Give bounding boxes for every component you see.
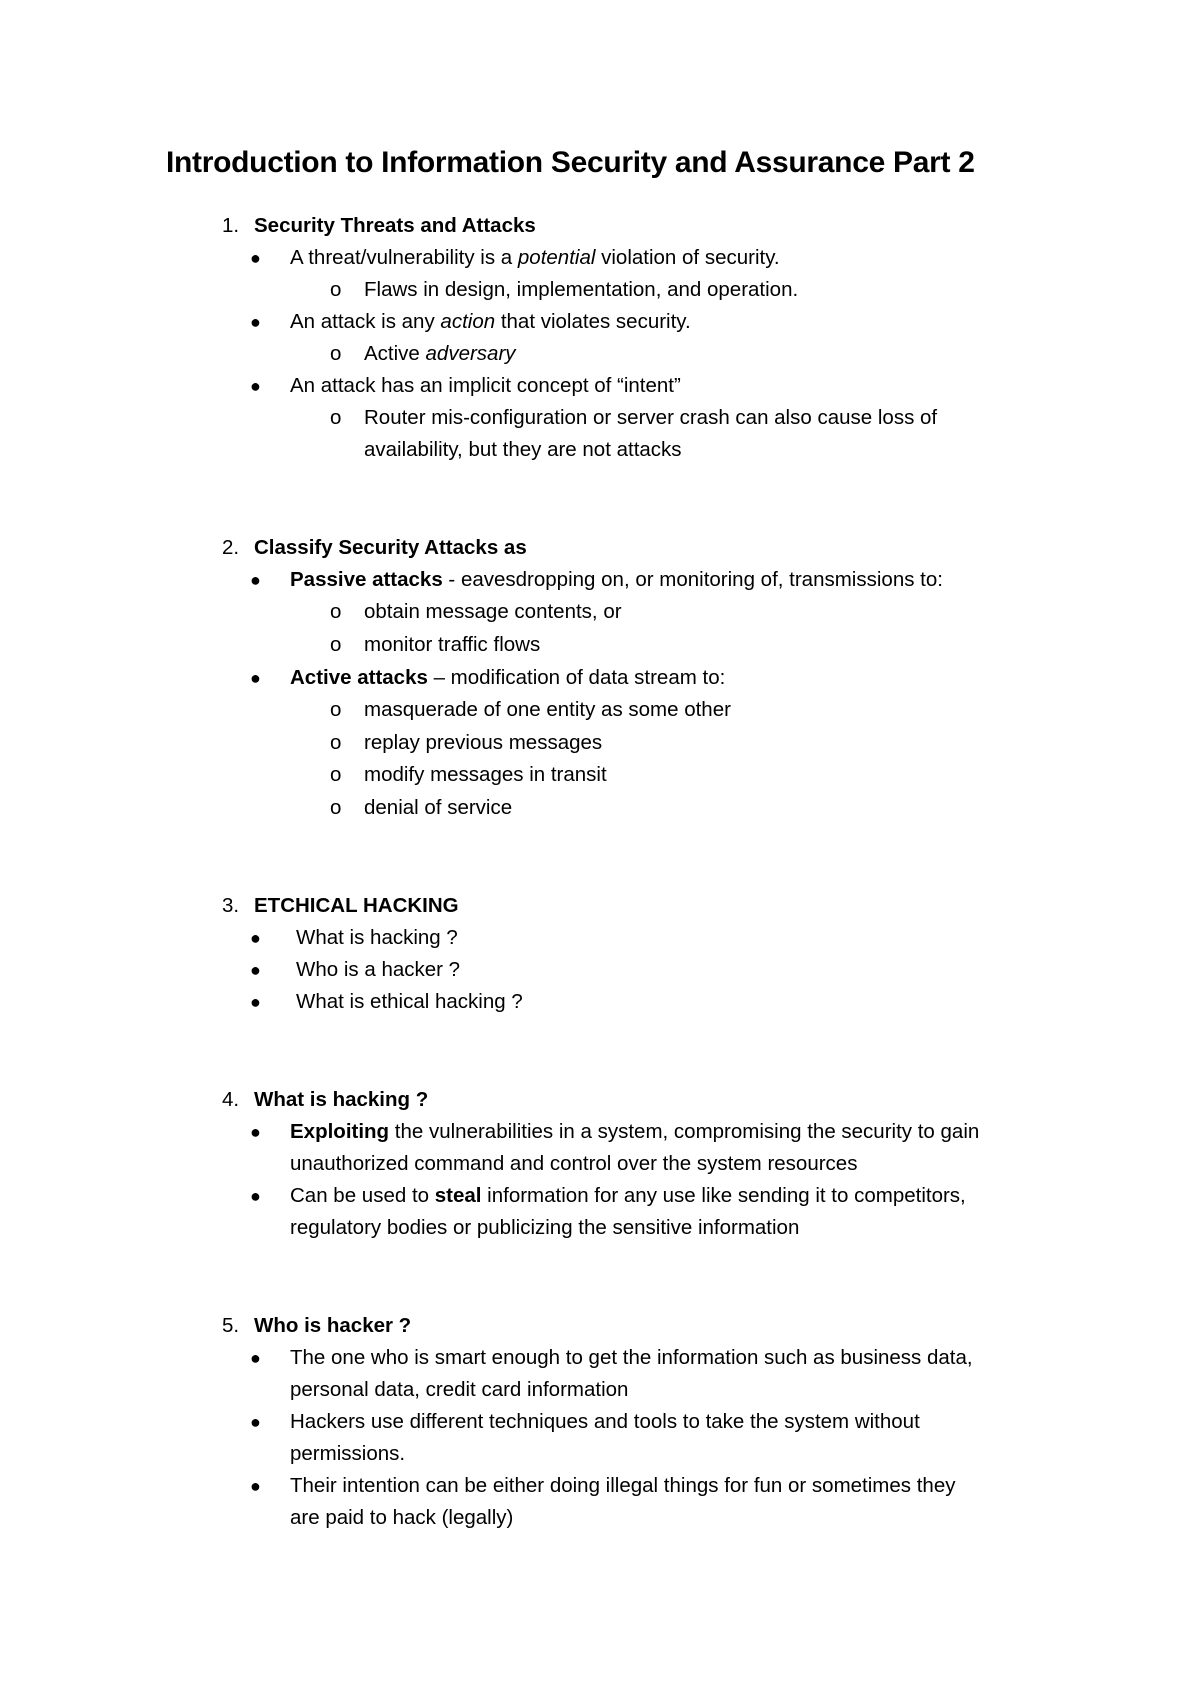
section-heading-text: Security Threats and Attacks xyxy=(254,214,536,237)
circle-bullet-icon: o xyxy=(330,406,342,429)
bullet-icon: ● xyxy=(250,248,261,268)
item-text: are paid to hack (legally) xyxy=(290,1506,514,1529)
bullet-icon: ● xyxy=(250,1412,261,1432)
sub-item-text: denial of service xyxy=(364,796,513,819)
bullet-icon: ● xyxy=(250,1186,261,1206)
section-heading-text: Classify Security Attacks as xyxy=(254,536,527,559)
section-heading-text: ETCHICAL HACKING xyxy=(254,894,459,917)
sub-item-text: masquerade of one entity as some other xyxy=(364,698,731,721)
bullet-icon: ● xyxy=(250,992,261,1012)
item-text: The one who is smart enough to get the information such as business data, xyxy=(290,1346,973,1369)
section-heading-text: What is hacking ? xyxy=(254,1088,429,1111)
item-text: A threat/vulnerability is a xyxy=(290,246,518,269)
section-number: 1. xyxy=(222,214,240,237)
circle-bullet-icon: o xyxy=(330,731,342,754)
circle-bullet-icon: o xyxy=(330,278,342,301)
circle-bullet-icon: o xyxy=(330,633,342,656)
circle-bullet-icon: o xyxy=(330,796,342,819)
item-text: An attack is any xyxy=(290,310,441,333)
item-text: unauthorized command and control over the system resources xyxy=(290,1152,858,1175)
section-number: 4. xyxy=(222,1088,240,1111)
bullet-icon: ● xyxy=(250,1122,261,1142)
item-text: regulatory bodies or publicizing the sensitive information xyxy=(290,1216,800,1239)
sub-item-emphasis: adversary xyxy=(425,342,516,365)
bullet-icon: ● xyxy=(250,1476,261,1496)
item-bold-text: Active attacks xyxy=(290,666,428,689)
item-bold-text: steal xyxy=(434,1184,482,1207)
circle-bullet-icon: o xyxy=(330,342,342,365)
section-number: 5. xyxy=(222,1314,240,1337)
item-text: Who is a hacker ? xyxy=(296,958,461,981)
bullet-icon: ● xyxy=(250,312,261,332)
item-text: information for any use like sending it to competitors, xyxy=(481,1184,966,1207)
section-heading-text: Who is hacker ? xyxy=(254,1314,412,1337)
bullet-icon: ● xyxy=(250,376,261,396)
sub-item-text: Flaws in design, implementation, and operation. xyxy=(364,278,799,301)
item-text: violation of security. xyxy=(595,246,780,269)
circle-bullet-icon: o xyxy=(330,600,342,623)
item-text: – modification of data stream to: xyxy=(427,666,726,689)
item-text: What is ethical hacking ? xyxy=(296,990,523,1013)
item-emphasis: potential xyxy=(517,246,596,269)
bullet-icon: ● xyxy=(250,668,261,688)
bullet-icon: ● xyxy=(250,960,261,980)
item-text: Their intention can be either doing illegal things for fun or sometimes they xyxy=(290,1474,956,1497)
sub-item-text: Active xyxy=(364,342,426,365)
item-text: permissions. xyxy=(290,1442,406,1465)
sub-item-text: modify messages in transit xyxy=(364,763,607,786)
item-text: personal data, credit card information xyxy=(290,1378,629,1401)
circle-bullet-icon: o xyxy=(330,698,342,721)
bullet-icon: ● xyxy=(250,570,261,590)
document-title: Introduction to Information Security and Assurance Part 2 xyxy=(166,146,975,179)
item-text: - eavesdropping on, or monitoring of, transmissions to: xyxy=(442,568,943,591)
sub-item-text: availability, but they are not attacks xyxy=(364,438,682,461)
item-emphasis: action xyxy=(440,310,496,333)
item-text: the vulnerabilities in a system, compromising the security to gain xyxy=(389,1120,980,1143)
sub-item-text: obtain message contents, or xyxy=(364,600,622,623)
item-text: Hackers use different techniques and tools to take the system without xyxy=(290,1410,920,1433)
item-text: that violates security. xyxy=(495,310,691,333)
bullet-icon: ● xyxy=(250,928,261,948)
circle-bullet-icon: o xyxy=(330,763,342,786)
bullet-icon: ● xyxy=(250,1348,261,1368)
sub-item-text: monitor traffic flows xyxy=(364,633,541,656)
section-number: 3. xyxy=(222,894,240,917)
item-bold-text: Exploiting xyxy=(290,1120,390,1143)
sub-item-text: replay previous messages xyxy=(364,731,603,754)
section-number: 2. xyxy=(222,536,240,559)
sub-item-text: Router mis-configuration or server crash can also cause loss of xyxy=(364,406,938,429)
item-text: What is hacking ? xyxy=(296,926,458,949)
item-text: Can be used to xyxy=(290,1184,435,1207)
item-text: An attack has an implicit concept of “intent” xyxy=(290,374,681,397)
item-bold-text: Passive attacks xyxy=(290,568,443,591)
